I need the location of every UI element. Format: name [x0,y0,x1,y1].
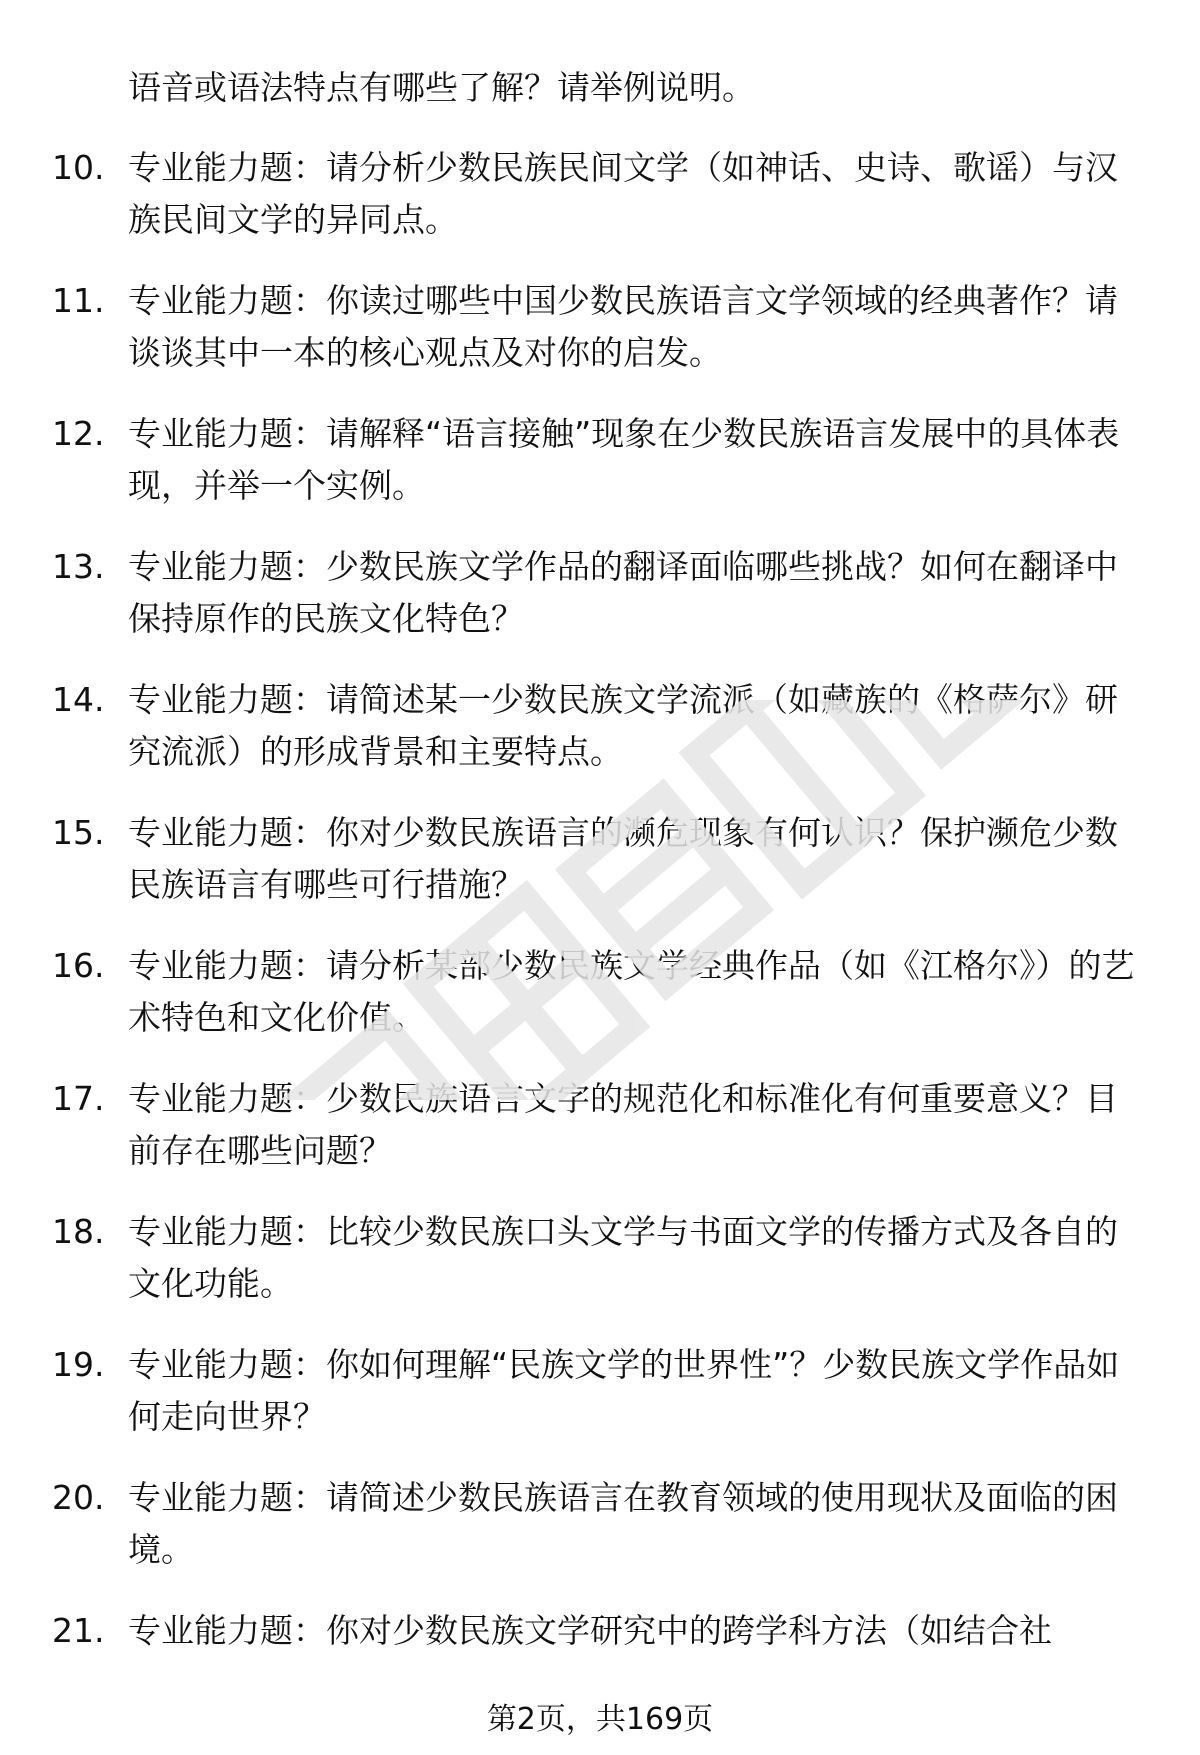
question-item [0,541,1200,674]
question-number: 16. [52,946,105,985]
question-number: 11. [52,281,105,320]
question-item [0,807,1200,940]
question-number: 21. [52,1611,105,1650]
question-item [0,1073,1200,1206]
question-number: 10. [52,148,105,187]
question-item [0,674,1200,807]
question-item [0,1206,1200,1339]
continued-question-text: 语音或语法特点有哪些了解？请举例说明。 [128,68,755,107]
question-text: 专业能力题：请分析少数民族民间文学（如神话、史诗、歌谣）与汉族民间文学的异同点。 [128,148,1118,239]
question-number: 18. [52,1212,105,1251]
question-item [0,408,1200,541]
question-number: 20. [52,1478,105,1517]
question-item [0,940,1200,1073]
question-number: 15. [52,813,105,852]
question-list [0,142,1200,1738]
question-text: 专业能力题：请解释“语言接触”现象在少数民族语言发展中的具体表现，并举一个实例。 [128,414,1120,505]
page-number-footer: 第2页，共169页 [486,1702,714,1737]
question-number: 19. [52,1345,105,1384]
question-text: 专业能力题：少数民族文学作品的翻译面临哪些挑战？如何在翻译中保持原作的民族文化特色？ [128,547,1118,638]
question-text: 专业能力题：你如何理解“民族文学的世界性”？少数民族文学作品如何走向世界？ [128,1345,1120,1436]
question-item [0,275,1200,408]
question-text: 专业能力题：少数民族语言文字的规范化和标准化有何重要意义？目前存在哪些问题？ [128,1079,1118,1170]
question-item [0,1339,1200,1472]
question-text: 专业能力题：你对少数民族语言的濒危现象有何认识？保护濒危少数民族语言有哪些可行措施？ [128,813,1118,904]
question-number: 12. [52,414,105,453]
question-text: 专业能力题：请分析某部少数民族文学经典作品（如《江格尔》）的艺术特色和文化价值。 [128,946,1135,1037]
question-item [0,1472,1200,1605]
question-text: 专业能力题：你读过哪些中国少数民族语言文学领域的经典著作？请谈谈其中一本的核心观点及对你的启发。 [128,281,1118,372]
question-text: 专业能力题：比较少数民族口头文学与书面文学的传播方式及各自的文化功能。 [128,1212,1118,1303]
question-number: 17. [52,1079,105,1118]
question-item [0,142,1200,275]
question-number: 13. [52,547,105,586]
question-text: 专业能力题：你对少数民族文学研究中的跨学科方法（如结合社 [128,1611,1052,1650]
question-number: 14. [52,680,105,719]
question-text: 专业能力题：请简述少数民族语言在教育领域的使用现状及面临的困境。 [128,1478,1118,1569]
question-text: 专业能力题：请简述某一少数民族文学流派（如藏族的《格萨尔》研究流派）的形成背景和主要特点。 [128,680,1118,771]
